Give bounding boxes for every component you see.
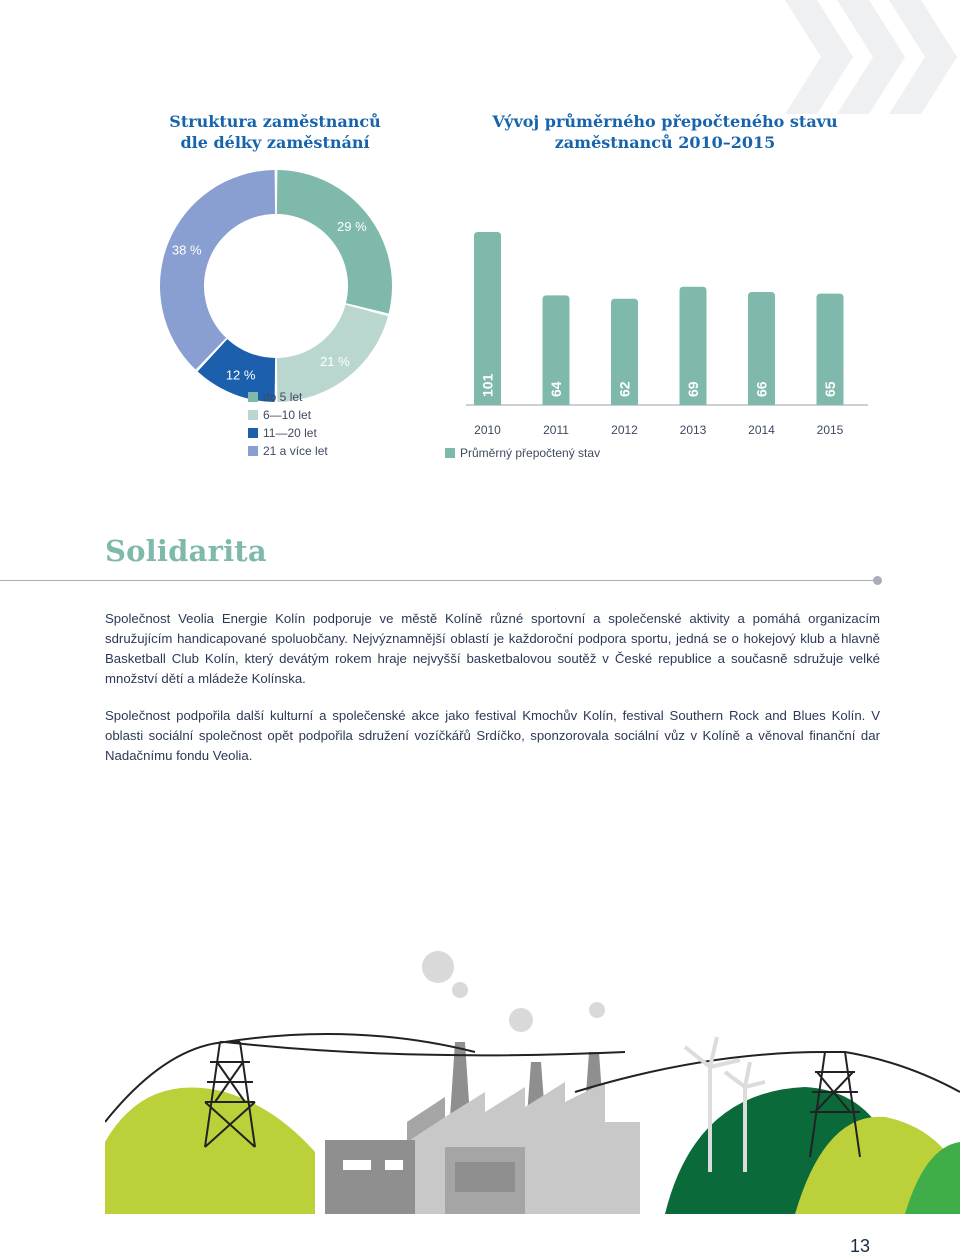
donut-legend-item xyxy=(248,442,328,460)
section-divider xyxy=(0,580,878,581)
bar-title-line1: Vývoj průměrného přepočteného stavu xyxy=(492,112,838,131)
page-number: 13 xyxy=(850,1236,871,1256)
donut-legend-label: 6—10 let xyxy=(263,408,312,422)
donut-chart-title xyxy=(150,111,400,153)
donut-legend-label: 11—20 let xyxy=(263,426,317,440)
donut-data-label: 38 % xyxy=(171,242,202,258)
bar-legend-item xyxy=(445,444,600,462)
chevrons-decoration-icon xyxy=(775,0,960,115)
donut-data-label: 21 % xyxy=(320,353,350,369)
bar-category-label: 2015 xyxy=(816,423,844,437)
bar-value-label: 66 xyxy=(753,381,770,397)
bar-value-label: 101 xyxy=(479,373,496,397)
bar-category-label: 2011 xyxy=(543,423,569,437)
bar-value-label: 62 xyxy=(616,381,633,397)
donut-chart xyxy=(150,160,402,412)
donut-data-label: 29 % xyxy=(337,219,367,235)
bar-chart xyxy=(440,220,870,445)
donut-legend-item xyxy=(248,424,328,442)
industrial-landscape-illustration xyxy=(105,942,960,1214)
donut-slice xyxy=(160,170,275,370)
bar-category-label: 2010 xyxy=(474,423,501,437)
donut-legend-swatch xyxy=(248,392,258,402)
paragraph-sports: Společnost Veolia Energie Kolín podporuje ve městě Kolíně různé sportovní a společenské aktivity a pomáhá organizacím sdružujícím handicapované spoluobčany. Nejvýznamnější oblastí je každoroční podpora sportu, jedná se o hokejový klub a hlavně Basketball Club Kolín, který devátým rokem hraje nejvyšší basketbalovou soutěž v České republice a současně sdružuje velké množství dětí a mládeže Kolínska. xyxy=(105,611,880,686)
paragraph-culture: Společnost podpořila další kulturní a společenské akce jako festival Kmochův Kolín, festival Southern Rock and Blues Kolín. V oblasti sociální společnost opět podpořila sdružení vozíčkářů Srdíčko, sponzorovala sociální vůz v Kolíně a věnoval finanční dar Nadačnímu fondu Veolia. xyxy=(105,708,880,763)
section-title: Solidarita xyxy=(105,534,267,568)
donut-legend-swatch xyxy=(248,410,258,420)
bar-chart-title xyxy=(470,111,860,153)
bar-category-label: 2012 xyxy=(611,423,638,437)
divider-dot-icon xyxy=(873,576,882,585)
donut-legend-label: do 5 let xyxy=(263,390,303,404)
donut-legend-swatch xyxy=(248,428,258,438)
bar-legend-swatch xyxy=(445,448,455,458)
bar-value-label: 69 xyxy=(685,381,701,397)
donut-slice xyxy=(277,170,392,313)
donut-data-label: 12 % xyxy=(225,367,256,383)
donut-legend-item xyxy=(248,406,328,424)
donut-legend-swatch xyxy=(248,446,258,456)
bar-value-label: 65 xyxy=(822,381,838,397)
bar-category-label: 2014 xyxy=(748,423,775,437)
donut-legend-item xyxy=(248,388,328,406)
bar-category-label: 2013 xyxy=(679,423,707,437)
bar-legend xyxy=(445,444,600,462)
donut-title-line2: dle délky zaměstnání xyxy=(180,133,370,152)
donut-title-line1: Struktura zaměstnanců xyxy=(169,112,381,131)
bar-legend-label: Průměrný přepočtený stav xyxy=(460,446,601,460)
donut-legend xyxy=(248,388,328,460)
bar-title-line2: zaměstnanců 2010–2015 xyxy=(554,133,776,152)
bar-value-label: 64 xyxy=(548,381,564,397)
donut-legend-label: 21 a více let xyxy=(263,444,328,458)
